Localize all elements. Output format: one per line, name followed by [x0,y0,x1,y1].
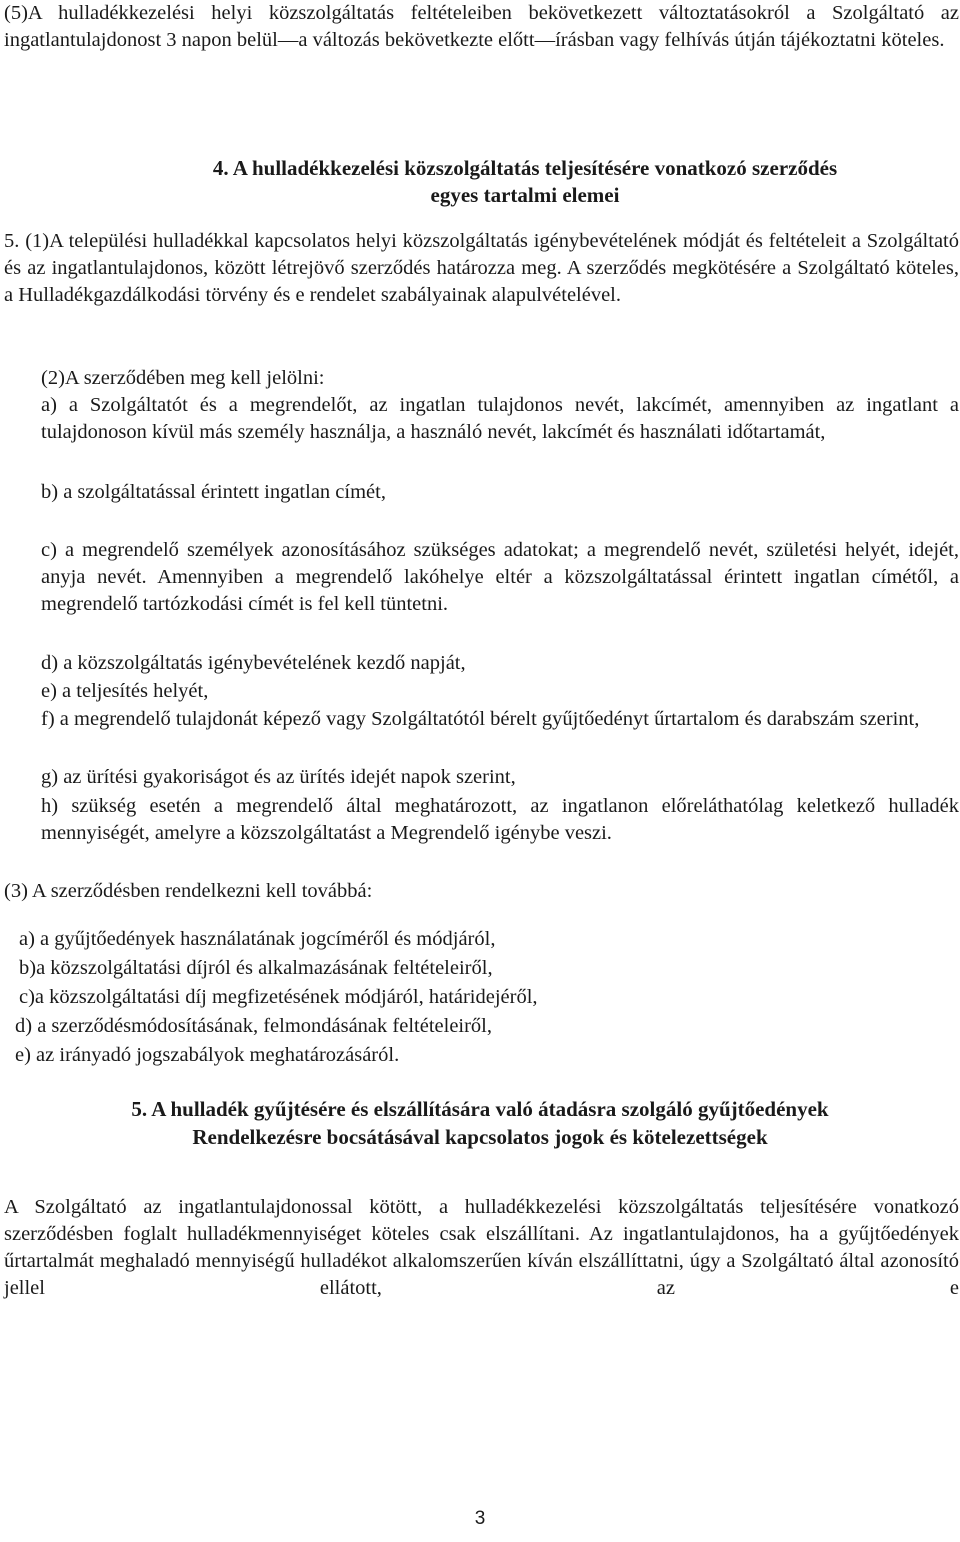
list-item: d) a szerződésmódosításának, felmondásának feltételeiről, [15,1015,493,1037]
list-item-c: c) a megrendelő személyek azonosításához szükséges adatokat; a megrendelő nevét, születési helyét, idejét, anyja nevét. Amennyiben a megrendelő lakóhelye eltér a közszolgáltatással érintett ingatlan címétől, a megrendelő tartózkodási címét is fel kell tüntetni. [41,539,959,615]
section-5-paragraph-1: 5. (1)A települési hulladékkal kapcsolatos helyi közszolgáltatás igénybevételének módját és feltételeit a Szolgáltató és az ingatlantulajdonos, között létrejövő szerződés határozza meg. A szerződés megkötésére a Szolgáltató köteles, a Hulladékgazdálkodási törvény és e rendelet szabályainak alapulvételével. [4,230,959,306]
paragraph-5-intro: (5)A hulladékkezelési helyi közszolgáltatás feltételeiben bekövetkezett változtatásokról a Szolgáltató az ingatlantulajdonost 3 napon belül—a változás bekövetkezte előtt—írásban vagy felhívás útján tájékoztatni köteles. [4,2,959,51]
section-5-paragraph-3-heading: (3) A szerződésben rendelkezni kell továbbá: [4,880,373,902]
list-item: e) az irányadó jogszabályok meghatározásáról. [15,1044,400,1066]
list-item-d: d) a közszolgáltatás igénybevételének kezdő napját, [41,652,466,674]
list-item-f: f) a megrendelő tulajdonát képező vagy Szolgáltatótól bérelt gyűjtőedényt űrtartalom és darabszám szerint, [41,708,920,730]
closing-paragraph: A Szolgáltató az ingatlantulajdonossal kötött, a hulladékkezelési közszolgáltatás teljesítésére vonatkozó szerződésben foglalt hulladékmennyiséget köteles csak elszállítani. Az ingatlantulajdonos, ha a gyűjtőedények űrtartalmát meghaladó mennyiségű hulladékot alkalomszerűen kíván elszállíttatni, úgy a Szolgáltató által azonosító jellel ellátott, az e [4,1196,959,1299]
list-item: b)a közszolgáltatási díjról és alkalmazásának feltételeiről, [19,957,493,979]
section-4-title-line1: 4. A hulladékkezelési közszolgáltatás teljesítésére vonatkozó szerződés [212,156,838,180]
list-item: a) a gyűjtőedények használatának jogcíméről és módjáról, [19,928,496,950]
section-5-title-line1: 5. A hulladék gyűjtésére és elszállítására való átadásra szolgáló gyűjtőedények [131,1097,829,1121]
list-item: c)a közszolgáltatási díj megfizetésének módjáról, határidejéről, [19,986,538,1008]
list-item-g: g) az ürítési gyakoriságot és az ürítés idejét napok szerint, [41,766,516,788]
list-item-b: b) a szolgáltatással érintett ingatlan címét, [41,481,386,503]
list-item-a: a) a Szolgáltatót és a megrendelőt, az ingatlan tulajdonos nevét, lakcímét, amennyiben az ingatlant a tulajdonoson kívül más személy használja, a használó nevét, lakcímét és használati időtartamát, [41,394,959,443]
section-5-paragraph-2-heading: (2)A szerződében meg kell jelölni: [41,367,325,389]
page-number: 3 [474,1508,486,1529]
section-5-title-line2: Rendelkezésre bocsátásával kapcsolatos jogok és kötelezettségek [192,1125,768,1149]
section-4-title-line2: egyes tartalmi elemei [430,183,620,207]
list-item-e: e) a teljesítés helyét, [41,680,209,702]
list-item-h: h) szükség esetén a megrendelő által meghatározott, az ingatlanon előreláthatólag keletkező hulladék mennyiségét, amelyre a közszolgáltatást a Megrendelő igénybe veszi. [41,795,959,844]
